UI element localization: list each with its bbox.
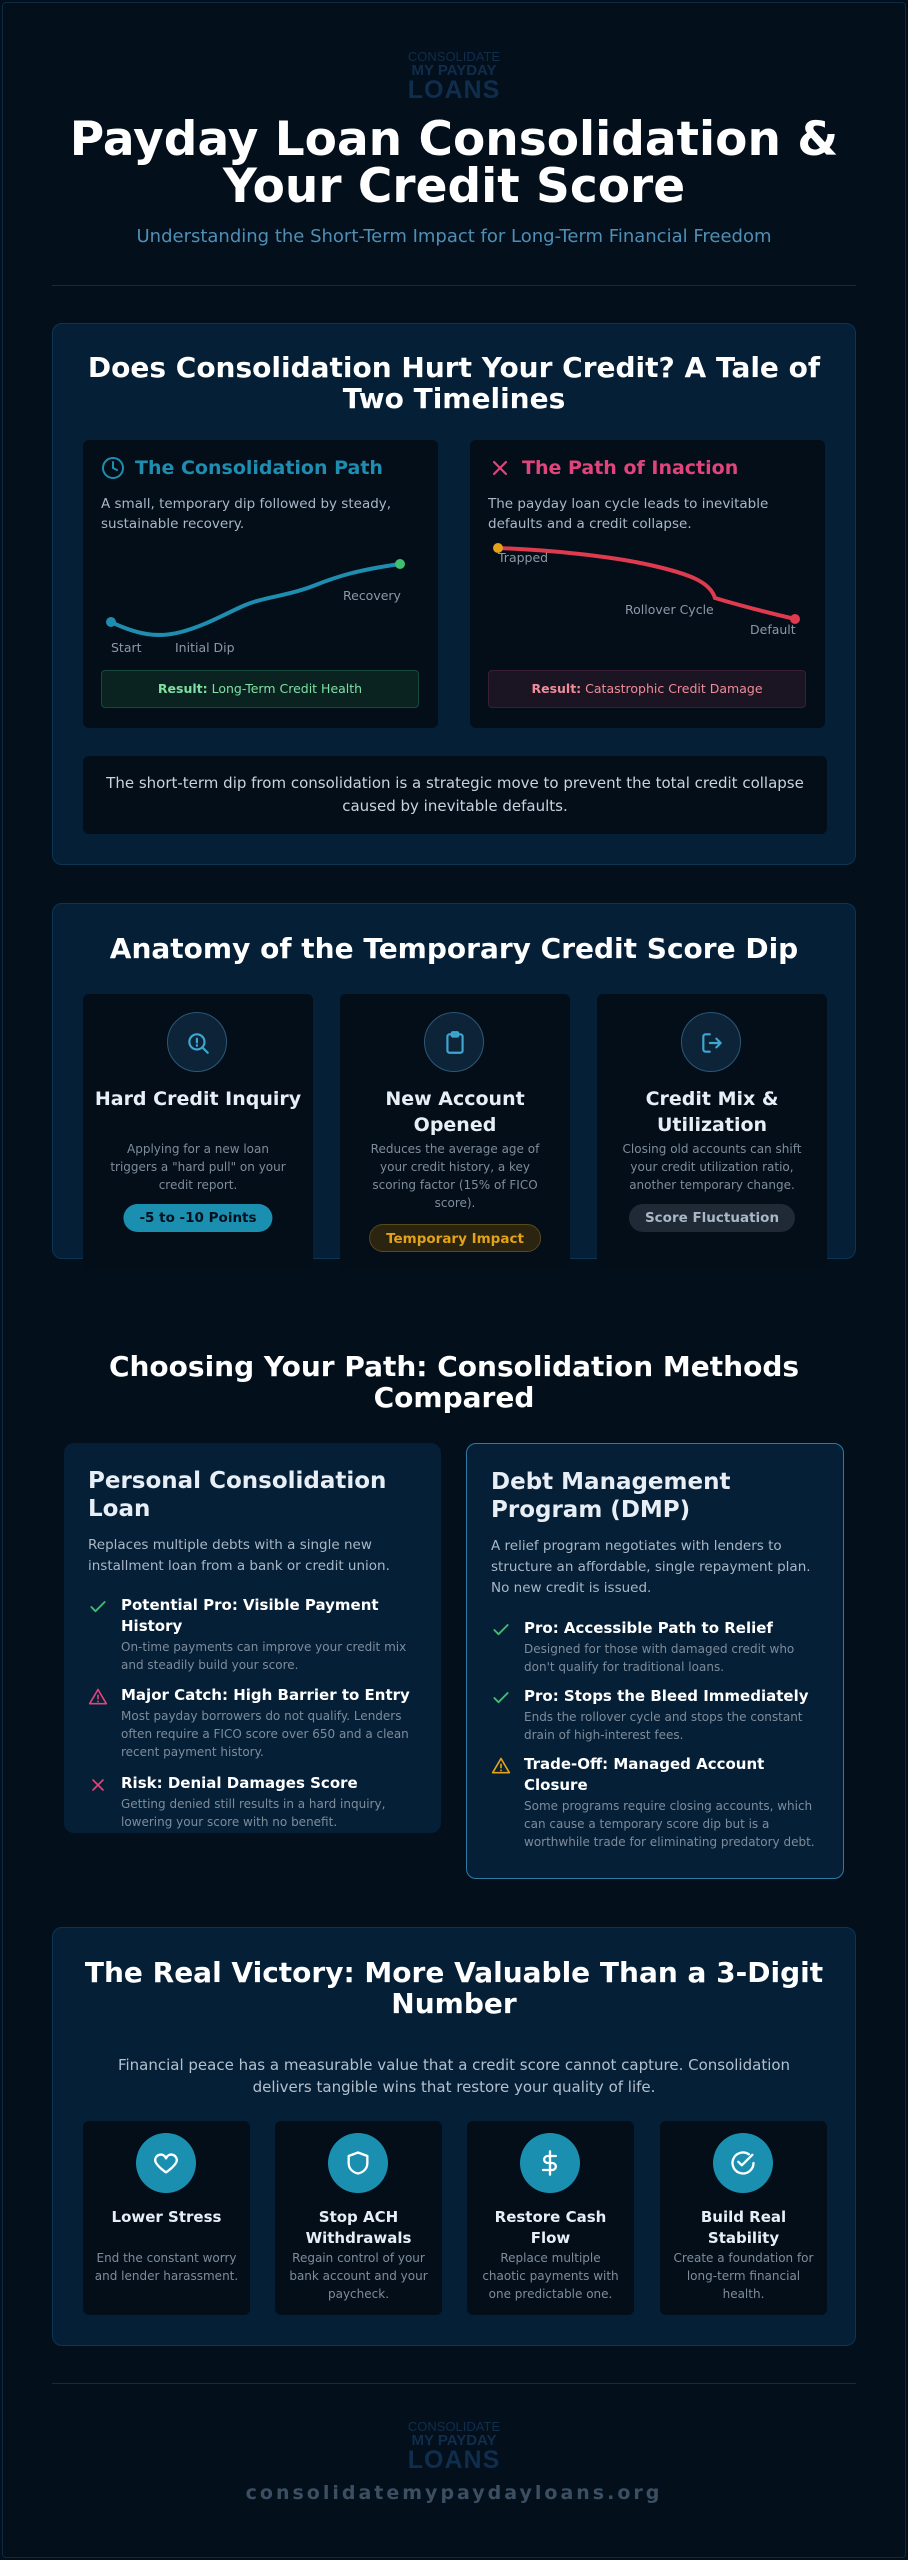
victory-section (52, 1927, 856, 2346)
victory-card (660, 2121, 827, 2315)
personal-loan-card (64, 1443, 441, 1833)
anatomy-card (83, 994, 313, 1270)
anatomy-card (340, 994, 570, 1270)
consolidation-path-card (83, 440, 438, 728)
dmp-card (466, 1443, 844, 1879)
impact-pill: Temporary Impact (369, 1224, 541, 1252)
warning-icon (491, 1756, 511, 1776)
method-item (88, 1685, 421, 1761)
divider (52, 2383, 856, 2384)
impact-pill: -5 to -10 Points (123, 1204, 272, 1232)
card-description: Regain control of your bank account and your paycheck. (289, 2251, 428, 2301)
annotation-recovery: Recovery (343, 588, 401, 603)
result-text: Catastrophic Credit Damage (585, 681, 763, 696)
result-text: Long-Term Credit Health (211, 681, 363, 696)
recovery-point (395, 559, 405, 569)
card-description: Replace multiple chaotic payments with one predictable one. (482, 2251, 619, 2301)
victory-card (275, 2121, 442, 2315)
path-title: The Path of Inaction (522, 457, 739, 479)
section-title: Anatomy of the Temporary Credit Score Dip (109, 932, 799, 965)
result-box (101, 670, 419, 708)
annotation-rollover: Rollover Cycle (625, 602, 714, 617)
item-text: Designed for those with damaged credit who don't qualify for traditional loans. (524, 1642, 795, 1674)
annotation-default: Default (750, 622, 796, 637)
item-title: Pro: Stops the Bleed Immediately (524, 1687, 809, 1705)
card-description: End the constant worry and lender harassment. (94, 2251, 239, 2283)
x-icon (488, 456, 512, 480)
item-text: Ends the rollover cycle and stops the constant drain of high-interest fees. (524, 1710, 803, 1742)
warning-icon (88, 1687, 108, 1707)
item-title: Trade-Off: Managed Account Closure (524, 1755, 765, 1794)
logo-line: CONSOLIDATE (407, 2419, 501, 2434)
card-description: Closing old accounts can shift your credit utilization ratio, another temporary change. (622, 1142, 802, 1192)
clock-icon (101, 456, 125, 480)
method-item (88, 1773, 421, 1831)
method-description: A relief program negotiates with lenders to structure an affordable, single repayment plan. No new credit is issued. (491, 1538, 811, 1596)
dollar-icon (536, 2149, 564, 2177)
item-title: Risk: Denial Damages Score (121, 1774, 358, 1792)
method-title: Personal Consolidation Loan (88, 1468, 387, 1522)
card-title: Lower Stress (111, 2208, 222, 2226)
page-subtitle: Understanding the Short-Term Impact for Long-Term Financial Freedom (136, 226, 772, 247)
path-title: The Consolidation Path (135, 457, 383, 479)
card-title: Hard Credit Inquiry (94, 1088, 302, 1110)
method-title: Debt Management Program (DMP) (491, 1469, 731, 1523)
result-label: Result: (157, 681, 208, 696)
annotation-dip: Initial Dip (175, 640, 235, 655)
item-text: Most payday borrowers do not qualify. Lenders often require a FICO score over 650 and a clean recent payment history. (121, 1709, 409, 1759)
page-title: Payday Loan Consolidation & Your Credit Score (69, 112, 839, 214)
brand-logo (0, 50, 908, 103)
section-title: Choosing Your Path: Consolidation Methods Compared (108, 1350, 800, 1414)
result-label: Result: (531, 681, 582, 696)
item-title: Pro: Accessible Path to Relief (524, 1619, 773, 1637)
check-circle-icon (729, 2149, 757, 2177)
exit-icon (699, 1030, 725, 1056)
method-item (491, 1686, 823, 1744)
logo-line: LOANS (407, 76, 501, 104)
card-description: Create a foundation for long-term financial health. (673, 2251, 814, 2301)
item-title: Potential Pro: Visible Payment History (121, 1596, 379, 1635)
footer-url-link[interactable]: consolidatemypaydayloans.org (245, 2482, 663, 2504)
start-point (106, 617, 116, 627)
result-box (488, 670, 806, 708)
method-item (491, 1618, 823, 1676)
footer-logo (0, 2420, 908, 2473)
annotation-trapped: Trapped (498, 550, 549, 565)
card-title: Build Real Stability (700, 2208, 787, 2247)
method-description: Replaces multiple debts with a single new installment loan from a bank or credit union. (88, 1537, 390, 1574)
check-icon (491, 1620, 511, 1640)
check-icon (88, 1597, 108, 1617)
logo-line: CONSOLIDATE (407, 49, 501, 64)
heart-icon (152, 2149, 180, 2177)
section-title: Does Consolidation Hurt Your Credit? A Tale of Two Timelines (87, 351, 821, 415)
path-description: A small, temporary dip followed by steady, sustainable recovery. (101, 496, 392, 532)
card-title: Stop ACH Withdrawals (305, 2208, 412, 2247)
shield-icon (344, 2149, 372, 2177)
anatomy-section (52, 903, 856, 1259)
victory-card (83, 2121, 250, 2315)
inaction-path-card (470, 440, 825, 728)
victory-card (467, 2121, 634, 2315)
method-item (491, 1754, 823, 1851)
victory-intro: Financial peace has a measurable value that a credit score cannot capture. Consolidation delivers tangible wins that restore your quality of life. (117, 2056, 791, 2096)
item-text: On-time payments can improve your credit mix and steadily build your score. (121, 1640, 407, 1672)
x-icon (88, 1775, 108, 1795)
icon-circle (328, 2133, 388, 2193)
card-title: Restore Cash Flow (494, 2208, 607, 2247)
icon-circle (424, 1012, 484, 1072)
icon-circle (713, 2133, 773, 2193)
logo-line: MY PAYDAY (411, 62, 497, 79)
icon-circle (136, 2133, 196, 2193)
section-title: The Real Victory: More Valuable Than a 3-Digit Number (84, 1956, 824, 2020)
logo-line: MY PAYDAY (411, 2432, 497, 2449)
icon-circle (520, 2133, 580, 2193)
search-icon (185, 1030, 211, 1056)
card-title: Credit Mix & Utilization (645, 1088, 779, 1136)
item-text: Some programs require closing accounts, which can cause a temporary score dip but is a worthwhile trade for eliminating predatory debt. (524, 1799, 815, 1849)
anatomy-card (597, 994, 827, 1270)
divider (52, 285, 856, 286)
timelines-summary: The short-term dip from consolidation is a strategic move to prevent the total credit collapse caused by inevitable defaults. (83, 756, 827, 834)
path-description: The payday loan cycle leads to inevitable defaults and a credit collapse. (488, 496, 769, 532)
annotation-start: Start (111, 640, 142, 655)
impact-pill: Score Fluctuation (629, 1204, 795, 1232)
item-text: Getting denied still results in a hard inquiry, lowering your score with no benefit. (121, 1797, 386, 1829)
card-description: Applying for a new loan triggers a "hard pull" on your credit report. (110, 1142, 286, 1192)
check-icon (491, 1688, 511, 1708)
card-description: Reduces the average age of your credit history, a key scoring factor (15% of FICO score). (370, 1142, 540, 1210)
icon-circle (167, 1012, 227, 1072)
icon-circle (681, 1012, 741, 1072)
card-title: New Account Opened (385, 1088, 525, 1136)
method-item (88, 1595, 421, 1674)
clipboard-icon (442, 1030, 468, 1056)
timelines-section (52, 323, 856, 865)
logo-line: LOANS (407, 2446, 501, 2474)
item-title: Major Catch: High Barrier to Entry (121, 1686, 410, 1704)
